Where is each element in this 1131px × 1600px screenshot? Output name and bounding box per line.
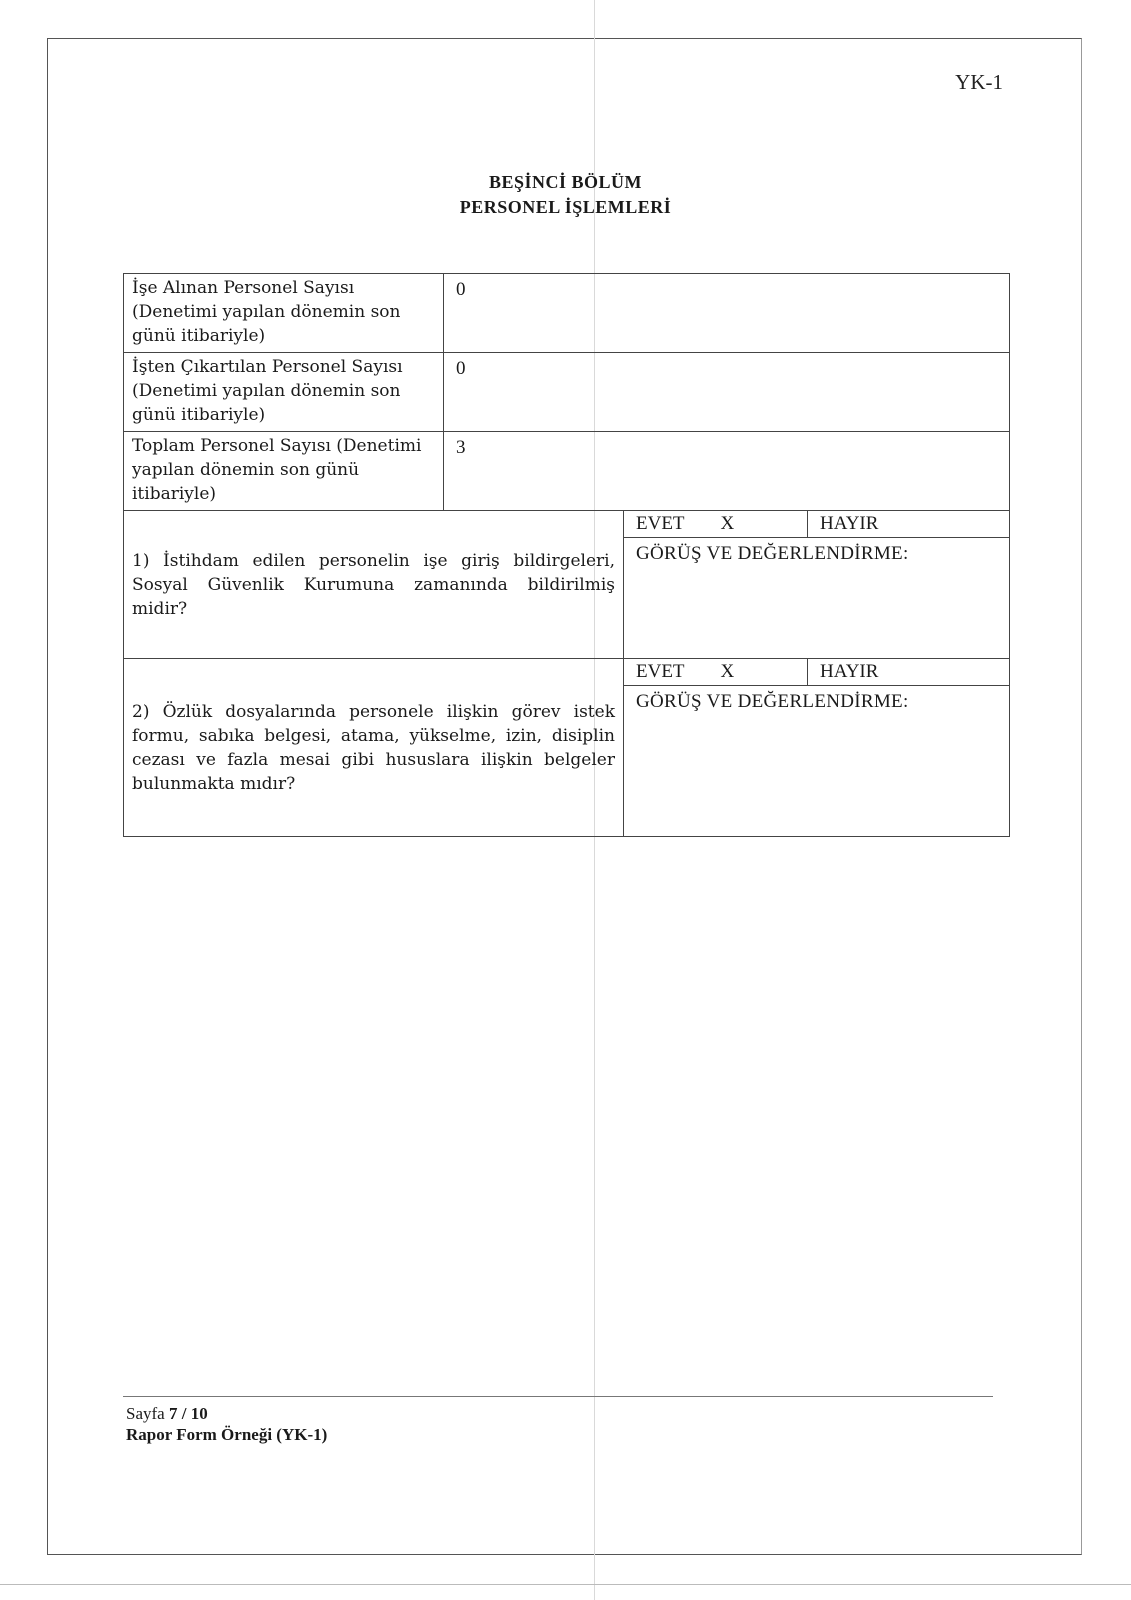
no-label: HAYIR bbox=[820, 513, 879, 534]
question-2-text bbox=[124, 659, 624, 837]
form-name: Rapor Form Örneği (YK-1) bbox=[126, 1425, 328, 1444]
page-number: 7 / 10 bbox=[168, 1404, 208, 1423]
yes-mark: X bbox=[720, 513, 735, 534]
yes-label: EVET bbox=[636, 661, 685, 682]
personnel-form-table bbox=[123, 273, 1010, 837]
table-row bbox=[124, 432, 1010, 511]
yes-option[interactable] bbox=[624, 511, 808, 537]
scan-edge-line bbox=[0, 1584, 1131, 1585]
question-1-answer bbox=[624, 511, 1010, 659]
comment-label: GÖRÜŞ VE DEĞERLENDİRME: bbox=[636, 691, 909, 712]
section-subtitle: PERSONEL İŞLEMLERİ bbox=[459, 197, 672, 217]
table-row bbox=[124, 274, 1010, 353]
yes-label: EVET bbox=[636, 513, 685, 534]
dismissed-count-label: İşten Çıkartılan Personel Sayısı (Denetimi yapılan dönemin son günü itibariyle) bbox=[124, 353, 444, 432]
total-count-value: 3 bbox=[444, 432, 1010, 511]
no-option[interactable] bbox=[808, 511, 878, 537]
question-text: 2) Özlük dosyalarında personele ilişkin görev istek formu, sabıka belgesi, atama, yükselme, izin, disiplin cezası ve fazla mesai gibi hususlara ilişkin belgeler bulunmakta mıdır? bbox=[132, 701, 615, 794]
section-title: BEŞİNCİ BÖLÜM bbox=[488, 172, 643, 192]
table-row bbox=[124, 353, 1010, 432]
question-1-text bbox=[124, 511, 624, 659]
total-count-label: Toplam Personel Sayısı (Denetimi yapılan dönemin son günü itibariyle) bbox=[124, 432, 444, 511]
page-prefix: Sayfa bbox=[126, 1404, 165, 1423]
no-option[interactable] bbox=[808, 659, 878, 685]
question-row bbox=[124, 511, 1010, 659]
hired-count-label: İşe Alınan Personel Sayısı (Denetimi yapılan dönemin son günü itibariyle) bbox=[124, 274, 444, 353]
comment-label: GÖRÜŞ VE DEĞERLENDİRME: bbox=[636, 543, 909, 564]
yes-mark: X bbox=[720, 661, 735, 682]
page-indicator bbox=[126, 1404, 208, 1424]
no-label: HAYIR bbox=[820, 661, 879, 682]
question-2-answer bbox=[624, 659, 1010, 837]
question-row bbox=[124, 659, 1010, 837]
question-text: 1) İstihdam edilen personelin işe giriş bildirgeleri, Sosyal Güvenlik Kurumuna zamanında bildirilmiş midir? bbox=[132, 550, 615, 619]
footer-divider bbox=[123, 1396, 993, 1397]
hired-count-value: 0 bbox=[444, 274, 1010, 353]
dismissed-count-value: 0 bbox=[444, 353, 1010, 432]
yes-option[interactable] bbox=[624, 659, 808, 685]
document-code: YK-1 bbox=[955, 70, 1003, 94]
